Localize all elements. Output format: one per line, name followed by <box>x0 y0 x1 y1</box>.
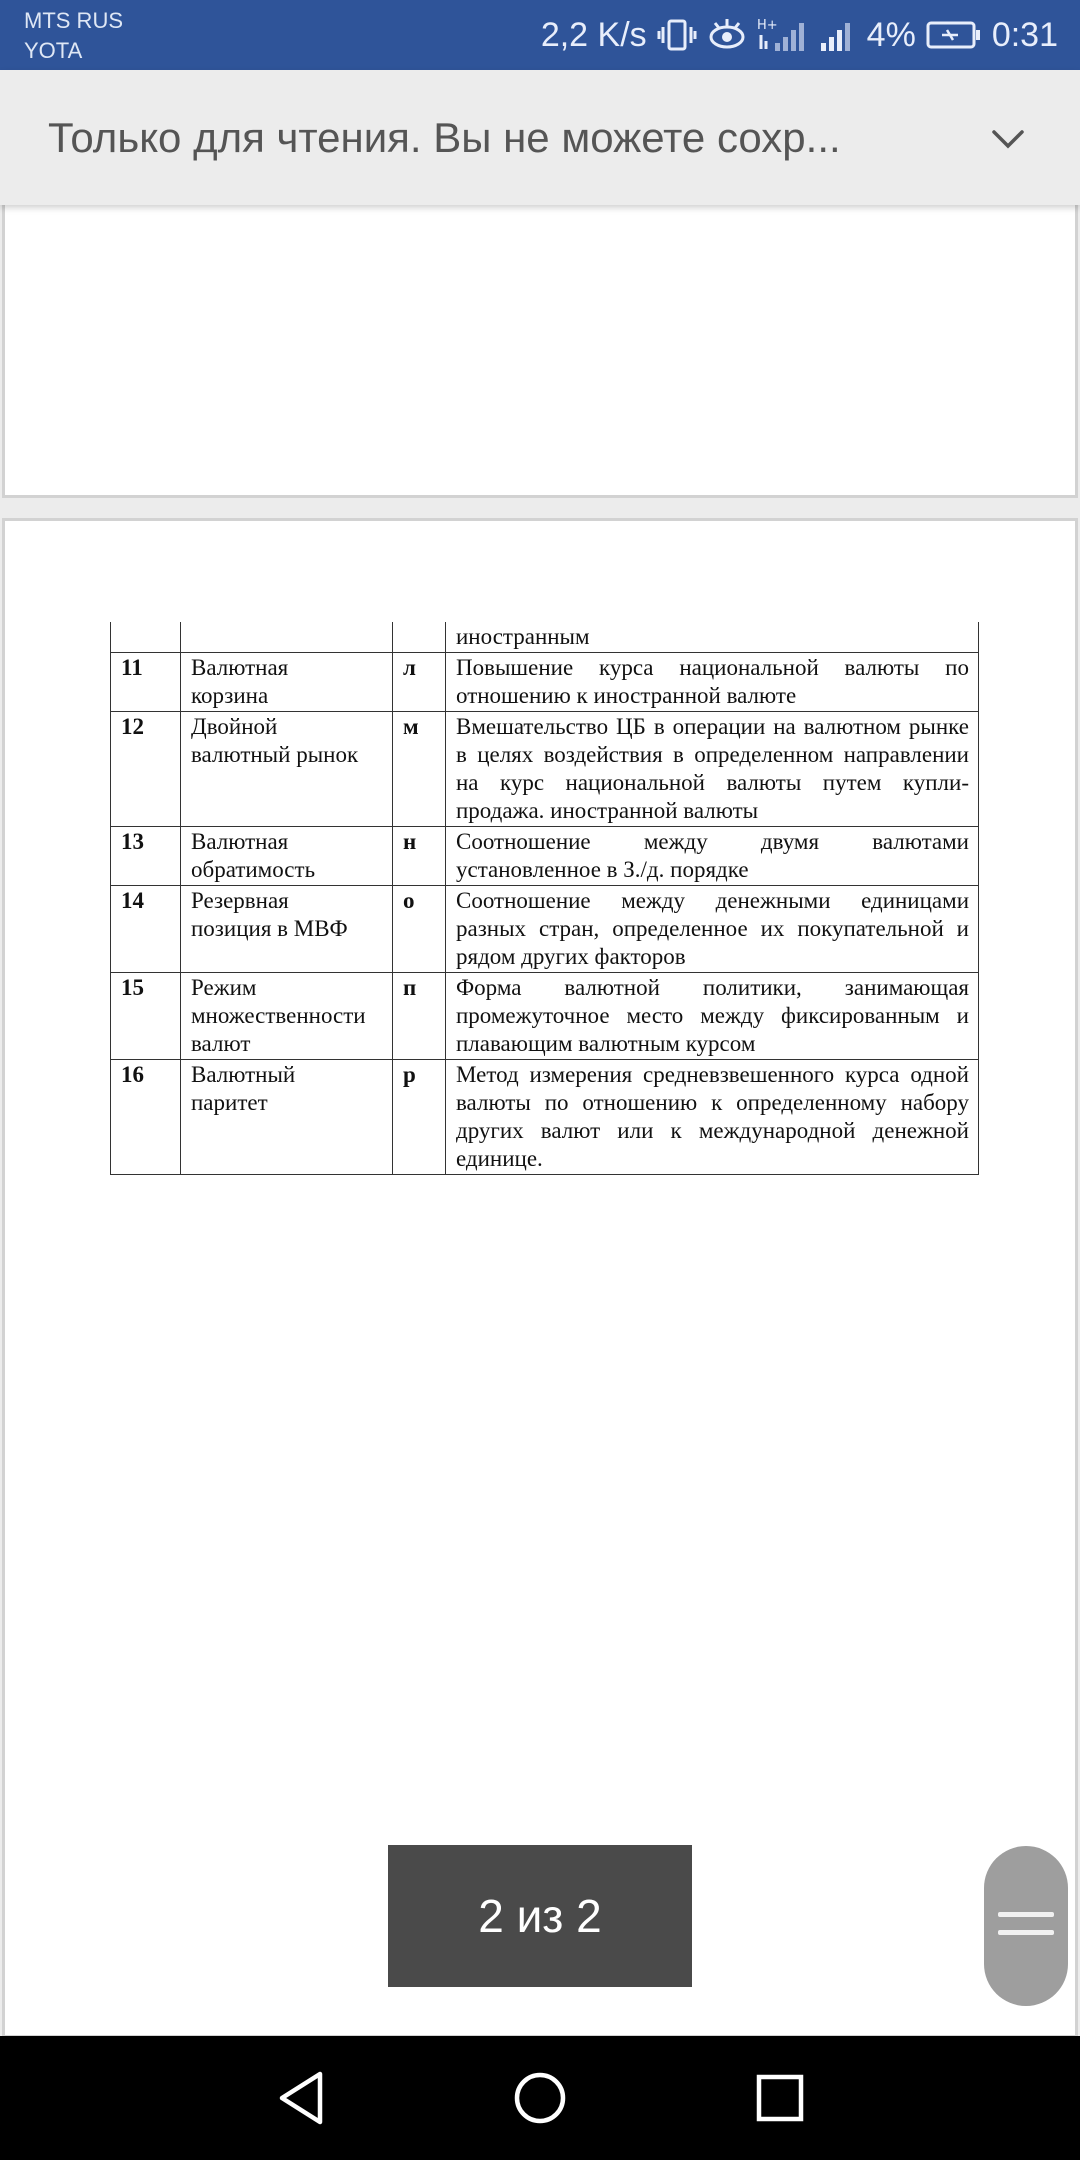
read-only-banner[interactable]: Только для чтения. Вы не можете сохр... <box>48 114 841 161</box>
term-line: множественности <box>191 1003 366 1028</box>
letter-cell: о <box>393 886 446 973</box>
term-line: Валютная <box>191 829 289 854</box>
term-cell <box>181 653 393 712</box>
terms-table <box>110 622 979 1175</box>
term-line: Валютная <box>191 655 289 680</box>
row-number: 15 <box>111 973 181 1060</box>
row-number: 13 <box>111 827 181 886</box>
term-line: Двойной <box>191 714 278 739</box>
navigation-bar <box>0 2036 1080 2160</box>
table-row <box>111 712 979 827</box>
term-cell <box>181 1060 393 1175</box>
definition-cell: Метод измерения средневзвешенного курса одной валюты по отношению к определенному набору других валют или к международной денежной единице. <box>446 1060 979 1175</box>
scroll-handle-icon[interactable] <box>984 1846 1068 2006</box>
definition-cell: Соотношение между двумя валютами установленное в З./д. порядке <box>446 827 979 886</box>
definition-cell: Форма валютной политики, занимающая промежуточное место между фиксированным и плавающим валютным курсом <box>446 973 979 1060</box>
row-number: 16 <box>111 1060 181 1175</box>
row-number: 14 <box>111 886 181 973</box>
term-line: Режим <box>191 975 257 1000</box>
term-cell <box>181 886 393 973</box>
table-row <box>111 827 979 886</box>
term-line: валют <box>191 1031 251 1056</box>
signal-icon <box>819 17 857 53</box>
letter-cell: н <box>393 827 446 886</box>
letter-cell: л <box>393 653 446 712</box>
row-number: 11 <box>111 653 181 712</box>
table-row <box>111 973 979 1060</box>
definition-cell: Повышение курса национальной валюты по отношению к иностранной валюте <box>446 653 979 712</box>
definition-cell: иностранным <box>446 622 979 653</box>
recents-square-icon[interactable] <box>748 2066 812 2130</box>
letter-cell: п <box>393 973 446 1060</box>
battery-charging-icon <box>926 19 982 51</box>
vibrate-icon <box>657 17 697 53</box>
term-line: валютный рынок <box>191 742 359 767</box>
handle-grip-line <box>998 1912 1054 1917</box>
letter-cell: р <box>393 1060 446 1175</box>
document-page-1[interactable] <box>2 180 1078 498</box>
clock: 0:31 <box>991 15 1058 54</box>
network-speed: 2,2 K/s <box>540 15 647 54</box>
table-row <box>111 1060 979 1175</box>
carrier-info <box>24 6 123 66</box>
term-line: обратимость <box>191 857 316 882</box>
term-line: корзина <box>191 683 269 708</box>
app-header <box>0 70 1080 205</box>
chevron-down-icon[interactable] <box>988 120 1028 160</box>
home-circle-icon[interactable] <box>508 2066 572 2130</box>
eye-comfort-icon <box>707 17 747 53</box>
page-indicator: 2 из 2 <box>388 1845 692 1987</box>
back-triangle-icon[interactable] <box>270 2066 334 2130</box>
carrier-primary: MTS RUS <box>24 8 123 33</box>
table-row <box>111 886 979 973</box>
term-line: Резервная <box>191 888 289 913</box>
row-number: 12 <box>111 712 181 827</box>
battery-percent: 4% <box>866 15 916 54</box>
table-row <box>111 622 979 653</box>
status-icons <box>541 0 1058 70</box>
letter-cell: м <box>393 712 446 827</box>
handle-grip-line <box>998 1930 1054 1935</box>
definition-cell: Вмешательство ЦБ в операции на валютном рынке в целях воздействия в определенном направлении на курс национальной валюты путем купли-продажа. иностранной валюты <box>446 712 979 827</box>
term-line: Валютный <box>191 1062 296 1087</box>
term-line: позиция в МВФ <box>191 916 348 941</box>
term-cell <box>181 973 393 1060</box>
table-row <box>111 653 979 712</box>
term-cell <box>181 827 393 886</box>
status-bar <box>0 0 1080 70</box>
svg-text:H+: H+ <box>756 18 778 33</box>
signal-hplus-icon <box>757 15 809 55</box>
term-cell <box>181 712 393 827</box>
carrier-secondary: YOTA <box>24 38 83 63</box>
definition-cell: Соотношение между денежными единицами разных стран, определенное их покупательной и рядом других факторов <box>446 886 979 973</box>
term-line: паритет <box>191 1090 268 1115</box>
document-page-2[interactable] <box>2 518 1078 2038</box>
